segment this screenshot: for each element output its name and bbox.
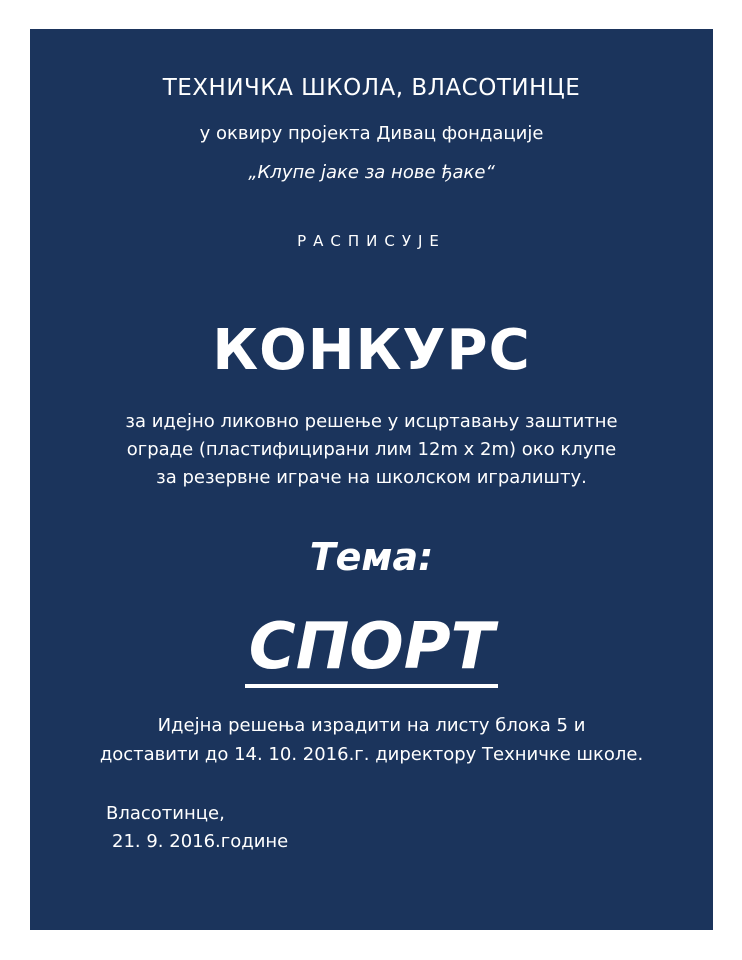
contest-title: КОНКУРС	[212, 318, 531, 383]
contest-poster	[30, 29, 713, 930]
instruction-line: доставити до 14. 10. 2016.г. директору Техничке школе.	[99, 744, 644, 765]
description-line: за идејно ликовно решење у исцртавању заштитне	[125, 411, 618, 432]
place-name: Власотинце,	[106, 803, 225, 824]
school-name: ТЕХНИЧКА ШКОЛА, ВЛАСОТИНЦЕ	[162, 75, 581, 101]
instruction-line: Идејна решења израдити на листу блока 5 и	[157, 715, 586, 736]
submission-instructions	[30, 711, 713, 769]
theme-text: СПОРТ	[245, 610, 499, 688]
project-name: „Клупе јаке за нове ђаке“	[248, 162, 495, 183]
project-line: у оквиру пројекта Дивац фондације	[199, 123, 544, 144]
description-line: ограде (пластифицирани лим 12m x 2m) око клупе	[126, 439, 617, 460]
contest-description	[30, 408, 713, 492]
description-line: за резервне играче на школском игралишту.	[156, 467, 587, 488]
theme-title	[30, 610, 713, 688]
theme-label: Тема:	[309, 535, 434, 579]
announces-heading: РАСПИСУЈЕ	[297, 232, 446, 250]
issue-date: 21. 9. 2016.године	[112, 831, 289, 852]
